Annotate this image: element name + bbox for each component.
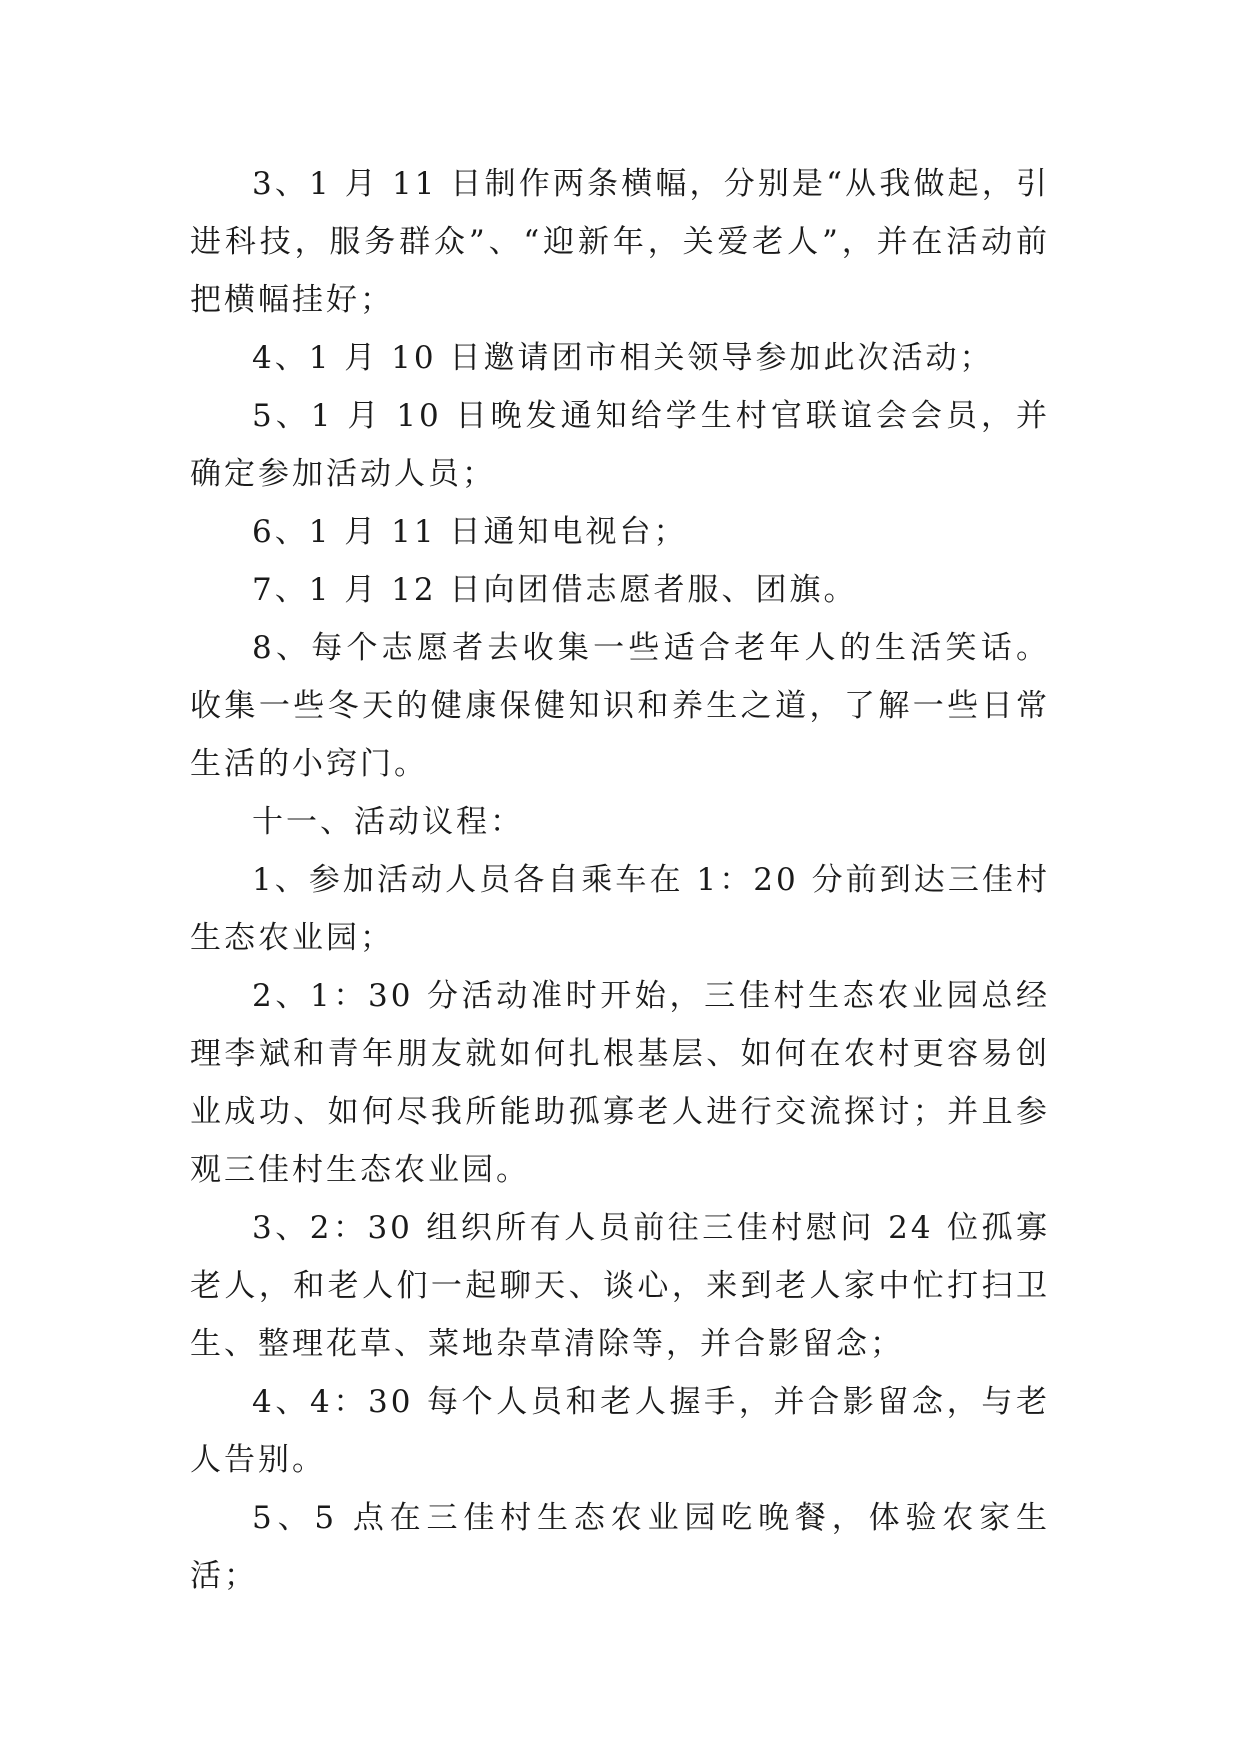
paragraph-banner-task: 3、1 月 11 日制作两条横幅，分别是“从我做起，引进科技，服务群众”、“迎新年，关爱老人”，并在活动前把横幅挂好；	[190, 166, 1050, 318]
paragraph-agenda-farewell: 4、4：30 每个人员和老人握手，并合影留念，与老人告别。	[190, 1384, 1050, 1478]
paragraph-agenda-dinner: 5、5 点在三佳村生态农业园吃晚餐，体验农家生活；	[190, 1500, 1050, 1594]
document-body	[190, 155, 1050, 1605]
paragraph-notify-members: 5、1 月 10 日晚发通知给学生村官联谊会会员，并确定参加活动人员；	[190, 398, 1050, 492]
paragraph-collect-jokes: 8、每个志愿者去收集一些适合老年人的生活笑话。收集一些冬天的健康保健知识和养生之道，了解一些日常生活的小窍门。	[190, 630, 1050, 782]
paragraph-notify-tv: 6、1 月 11 日通知电视台；	[252, 514, 688, 550]
paragraph-invite-leaders: 4、1 月 10 日邀请团市相关领导参加此次活动；	[252, 340, 994, 376]
paragraph-borrow-uniforms: 7、1 月 12 日向团借志愿者服、团旗。	[252, 572, 858, 608]
section-heading-agenda: 十一、活动议程：	[252, 804, 524, 840]
paragraph-agenda-visit: 3、2：30 组织所有人员前往三佳村慰问 24 位孤寡老人，和老人们一起聊天、谈心，来到老人家中忙打扫卫生、整理花草、菜地杂草清除等，并合影留念；	[190, 1210, 1050, 1362]
paragraph-agenda-arrival: 1、参加活动人员各自乘车在 1：20 分前到达三佳村生态农业园；	[190, 862, 1050, 956]
paragraph-agenda-start: 2、1：30 分活动准时开始，三佳村生态农业园总经理李斌和青年朋友就如何扎根基层、如何在农村更容易创业成功、如何尽我所能助孤寡老人进行交流探讨；并且参观三佳村生态农业园。	[190, 978, 1050, 1188]
